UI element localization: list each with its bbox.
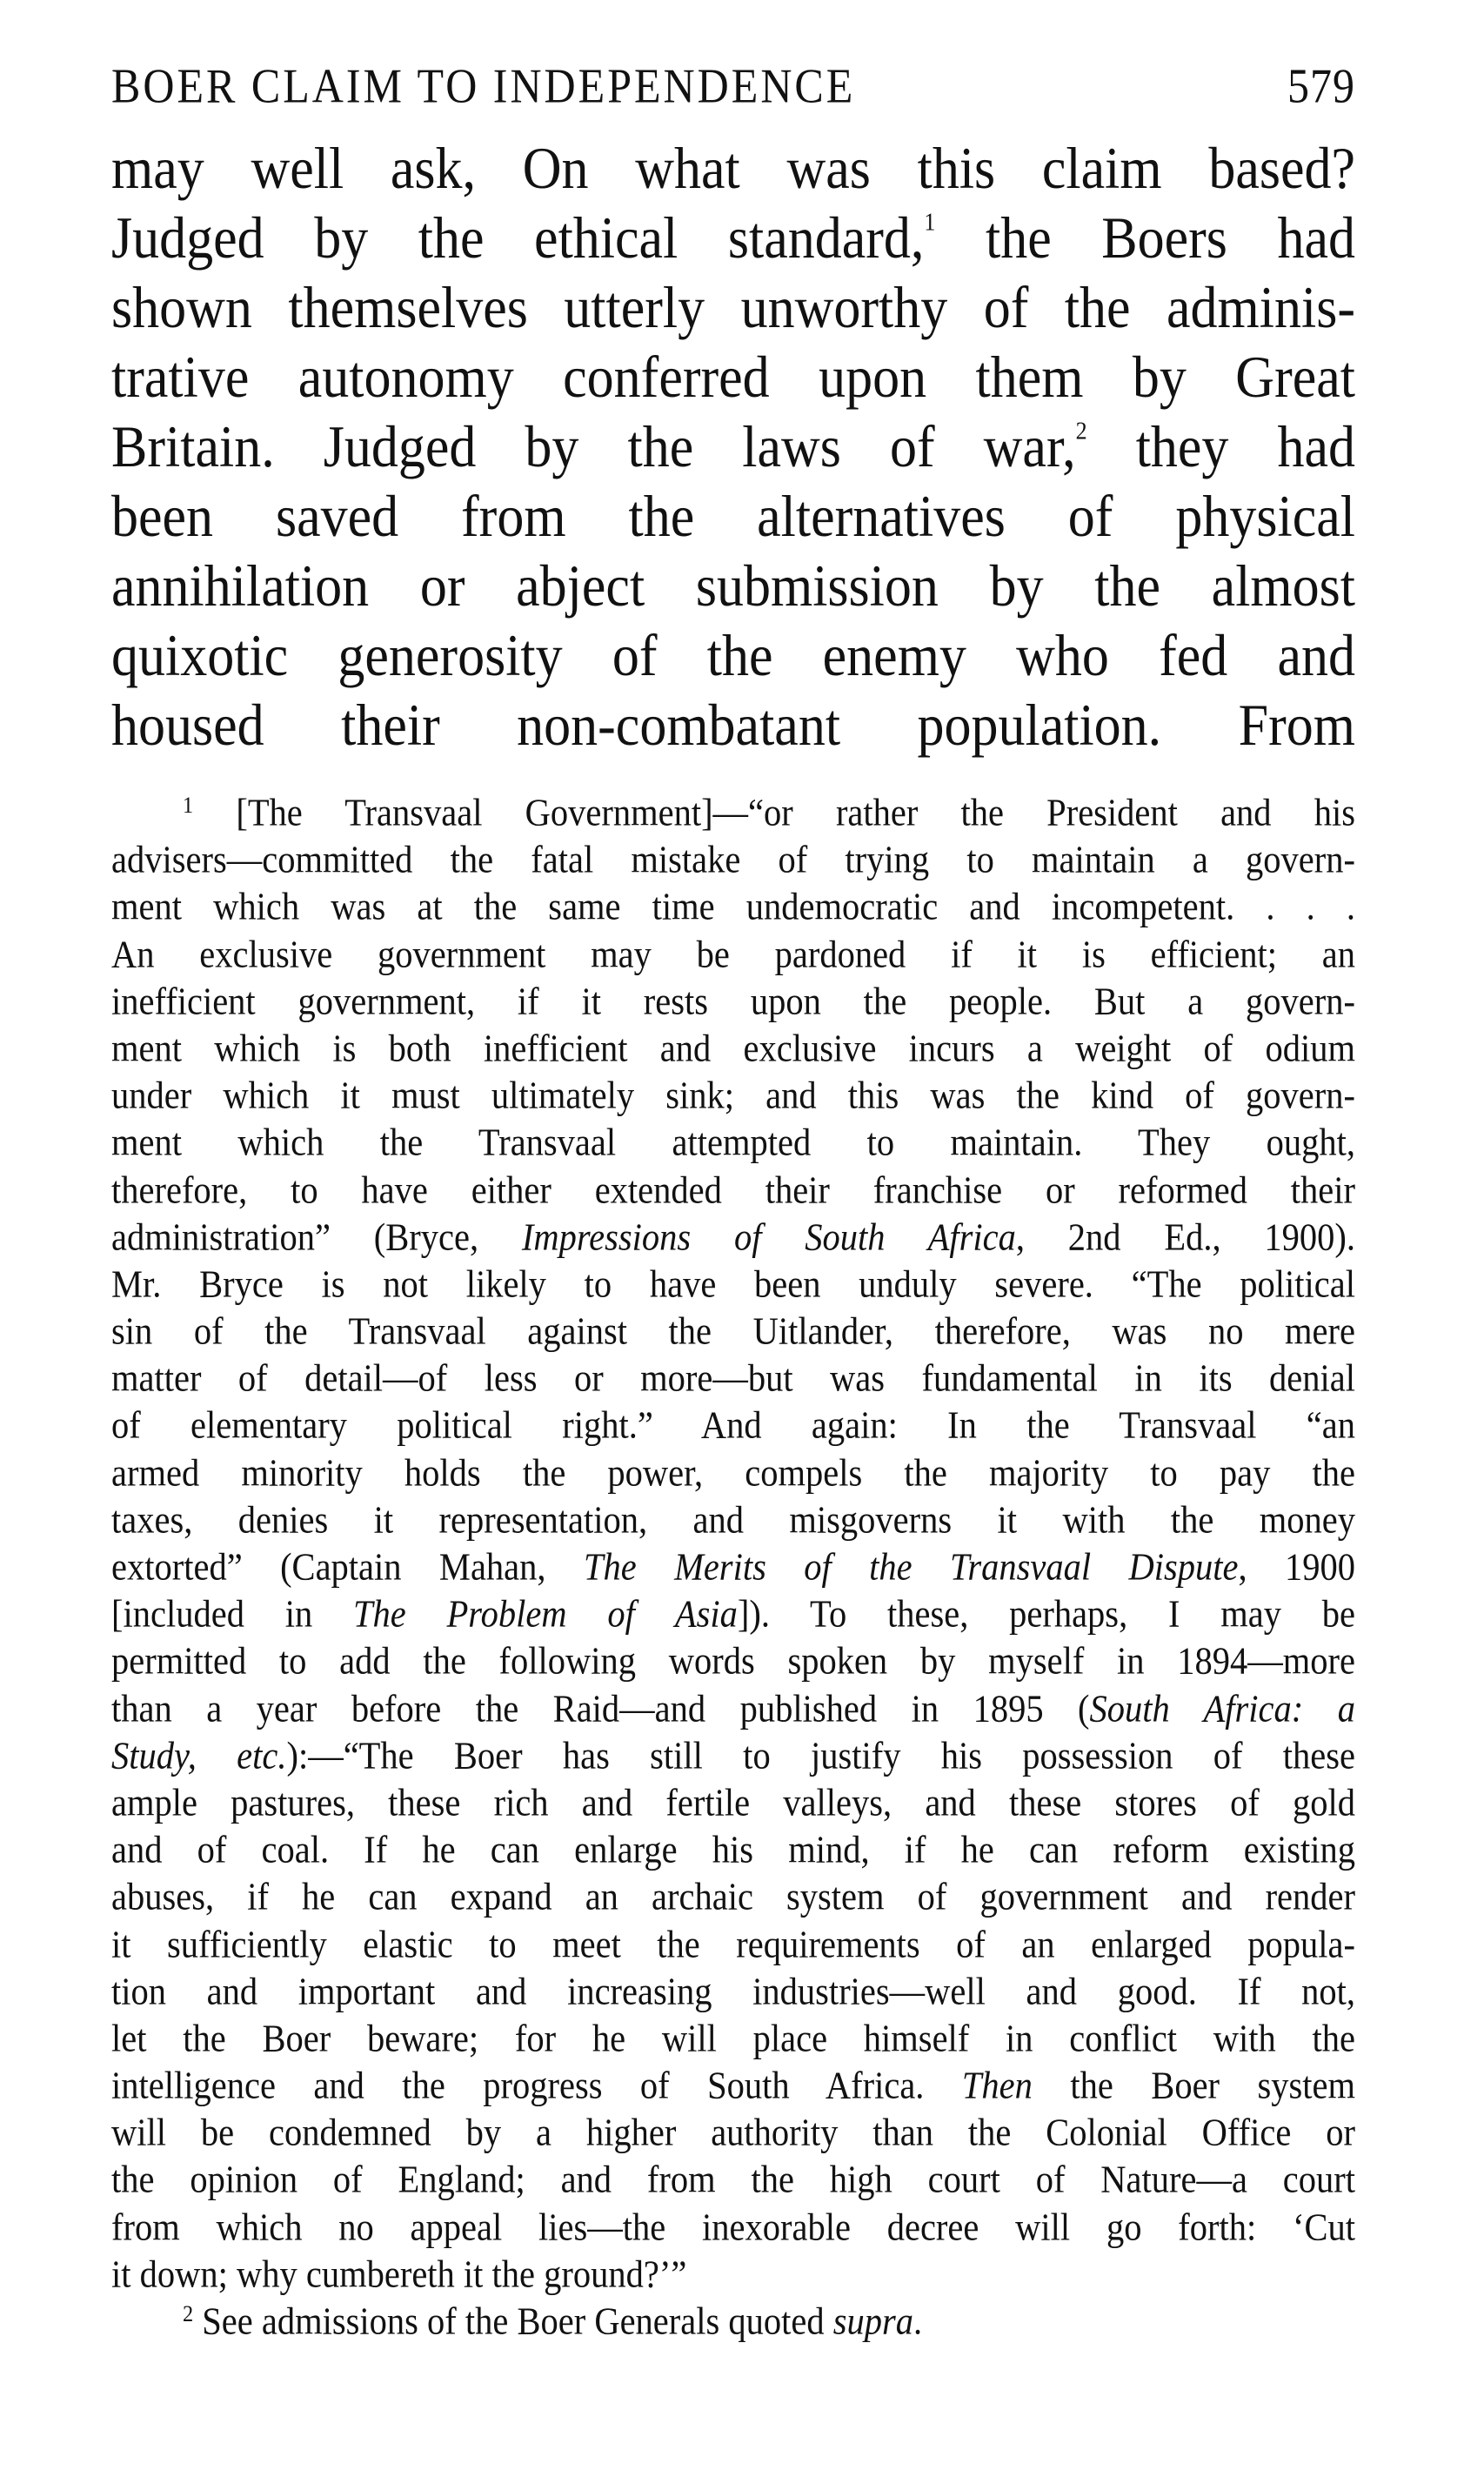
footnote-text: . [913, 2299, 923, 2343]
footnote-text: ment which is both inefficient and exclusive incurs a weight of odium [111, 1026, 1355, 1070]
italic-title-text: South Africa: a [1089, 1686, 1355, 1730]
footnote-text: advisers—committed the fatal mistake of trying to maintain a govern- [111, 838, 1355, 881]
footnote-text: [The Transvaal Government]—“or rather the President and his [236, 790, 1355, 834]
footnote-line [111, 2154, 1355, 2206]
footnote-line [111, 1353, 1355, 1405]
italic-title-text: Then [961, 2064, 1033, 2107]
footnote-line [111, 1965, 1355, 2018]
body-line: annihilation or abject submission by the almost [111, 553, 1355, 619]
footnote-line [111, 2012, 1355, 2065]
footnote-line [111, 1306, 1355, 1358]
footnote-text: the Boer system [1032, 2064, 1355, 2107]
footnote-text: it sufficiently elastic to meet the requirements of an enlarged popula- [111, 1922, 1355, 1965]
footnote-text: , 1900 [1238, 1544, 1355, 1589]
footnote-line [111, 2107, 1355, 2159]
footnote-line [111, 1400, 1355, 1452]
body-line: trative autonomy conferred upon them by Great [111, 345, 1355, 411]
footnote-line [111, 1918, 1355, 1971]
footnote-text: will be condemned by a higher authority than the Colonial Office or [111, 2111, 1355, 2154]
footnote-text: intelligence and the progress of South Africa. [111, 2064, 962, 2107]
italic-title-text: Study, etc. [111, 1733, 287, 1777]
footnote-line [111, 1494, 1355, 1546]
footnote-text: than a year before the Raid—and published in 1895 ( [111, 1686, 1090, 1730]
footnote-text: [included in [111, 1592, 354, 1636]
body-text-run: Judged by the ethical standard, [111, 205, 925, 271]
footnote-text: An exclusive government may be pardoned if it is efficient; an [111, 932, 1355, 976]
footnote-line [111, 2248, 1355, 2300]
footnote-line [111, 2296, 1355, 2348]
body-line: quixotic generosity of the enemy who fed and [111, 623, 1355, 689]
footnote-line [111, 1542, 1355, 1594]
footnote-text: matter of detail—of less or more—but was fundamental in its denial [111, 1356, 1355, 1400]
footnote-text: inefficient government, if it rests upon the people. But a govern- [111, 979, 1355, 1023]
footnote-text: tion and important and increasing industries—well and good. If not, [111, 1969, 1355, 2013]
body-text-run: they had [1086, 414, 1355, 480]
body-line: housed their non-combatant population. From [111, 693, 1355, 759]
footnote-text: of elementary political right.” And again: In the Transvaal “an [111, 1403, 1355, 1447]
footnote-text: ample pastures, these rich and fertile valleys, and these stores of gold [111, 1780, 1355, 1824]
footnote-text: Mr. Bryce is not likely to have been unduly severe. “The political [111, 1262, 1355, 1306]
footnote-reference[interactable]: 1 [924, 208, 936, 237]
footnote-line [111, 1636, 1355, 1688]
footnote-text: let the Boer beware; for he will place himself in conflict with the [111, 2016, 1355, 2060]
footnote-text: therefore, to have either extended their franchise or reformed their [111, 1168, 1355, 1211]
footnote-line [111, 881, 1355, 934]
footnote-reference[interactable]: 2 [1075, 417, 1087, 445]
footnote-line [111, 1824, 1355, 1877]
body-line: been saved from the alternatives of physical [111, 484, 1355, 550]
footnote-line [111, 1730, 1355, 1782]
footnote-text: , 2nd Ed., 1900). [1015, 1215, 1355, 1259]
footnote-text: it down; why cumbereth it the ground?’” [111, 2252, 687, 2296]
body-line: may well ask, On what was this claim based? [111, 136, 1355, 202]
italic-title-text: supra [832, 2299, 914, 2343]
footnote-line [111, 1023, 1355, 1075]
footnote-line [111, 787, 1355, 840]
footnote-line [111, 1683, 1355, 1735]
footnote-text: taxes, denies it representation, and misgoverns it with the money [111, 1497, 1355, 1542]
footnote-text: See admissions of the Boer Generals quoted [202, 2299, 833, 2343]
footnote-text: permitted to add the following words spoken by myself in 1894—more [111, 1639, 1355, 1683]
footnote-line [111, 975, 1355, 1027]
body-text-run: the Boers had [935, 205, 1355, 271]
footnote-line [111, 1117, 1355, 1169]
footnote-line [111, 1258, 1355, 1310]
footnote-text: administration” (Bryce, [111, 1215, 522, 1259]
footnote-text: ment which was at the same time undemocratic and incompetent. . . . [111, 885, 1355, 928]
footnote-line [111, 1589, 1355, 1641]
footnote-line [111, 1211, 1355, 1263]
italic-title-text: Impressions of South Africa [521, 1215, 1016, 1259]
body-line [111, 409, 1355, 485]
footnote-line [111, 1164, 1355, 1216]
footnote-text: abuses, if he can expand an archaic system of government and render [111, 1875, 1355, 1918]
body-text-run: Britain. Judged by the laws of war, [111, 414, 1076, 480]
footnote-line [111, 1070, 1355, 1122]
body-line [111, 200, 1355, 277]
footnote-marker: 2 [183, 2300, 194, 2327]
footnote-text: the opinion of England; and from the high court of Nature—a court [111, 2158, 1355, 2201]
footnote-text: ):—“The Boer has still to justify his possession of these [286, 1733, 1356, 1777]
footnote-text: armed minority holds the power, compels the majority to pay the [111, 1450, 1355, 1495]
footnote-text: from which no appeal lies—the inexorable decree will go forth: ‘Cut [111, 2205, 1355, 2249]
italic-title-text: The Problem of Asia [353, 1592, 738, 1636]
footnote-text: under which it must ultimately sink; and this was the kind of govern- [111, 1074, 1355, 1117]
footnote-line [111, 928, 1355, 981]
footnote-text: ment which the Transvaal attempted to maintain. They ought, [111, 1121, 1355, 1164]
footnotes [111, 792, 1355, 2347]
footnote-line [111, 1777, 1355, 1830]
footnote-line [111, 1871, 1355, 1924]
footnote-line [111, 2060, 1355, 2112]
footnote-marker: 1 [183, 792, 194, 819]
footnote-line [111, 1447, 1355, 1499]
page-number: 579 [1287, 58, 1355, 113]
italic-title-text: The Merits of the Transvaal Dispute [583, 1544, 1239, 1589]
footnote-text: extorted” (Captain Mahan, [111, 1544, 584, 1589]
footnote-text: and of coal. If he can enlarge his mind, if he can reform existing [111, 1828, 1355, 1871]
body-line: shown themselves utterly unworthy of the adminis- [111, 275, 1355, 341]
footnote-line [111, 834, 1355, 887]
footnote-text: ]). To these, perhaps, I may be [737, 1592, 1355, 1636]
running-head [111, 57, 1355, 125]
footnote-text: sin of the Transvaal against the Uitlander, therefore, was no mere [111, 1309, 1355, 1353]
body-text [111, 137, 1355, 764]
footnote-line [111, 2201, 1355, 2253]
running-head-title: BOER CLAIM TO INDEPENDENCE [111, 58, 856, 113]
